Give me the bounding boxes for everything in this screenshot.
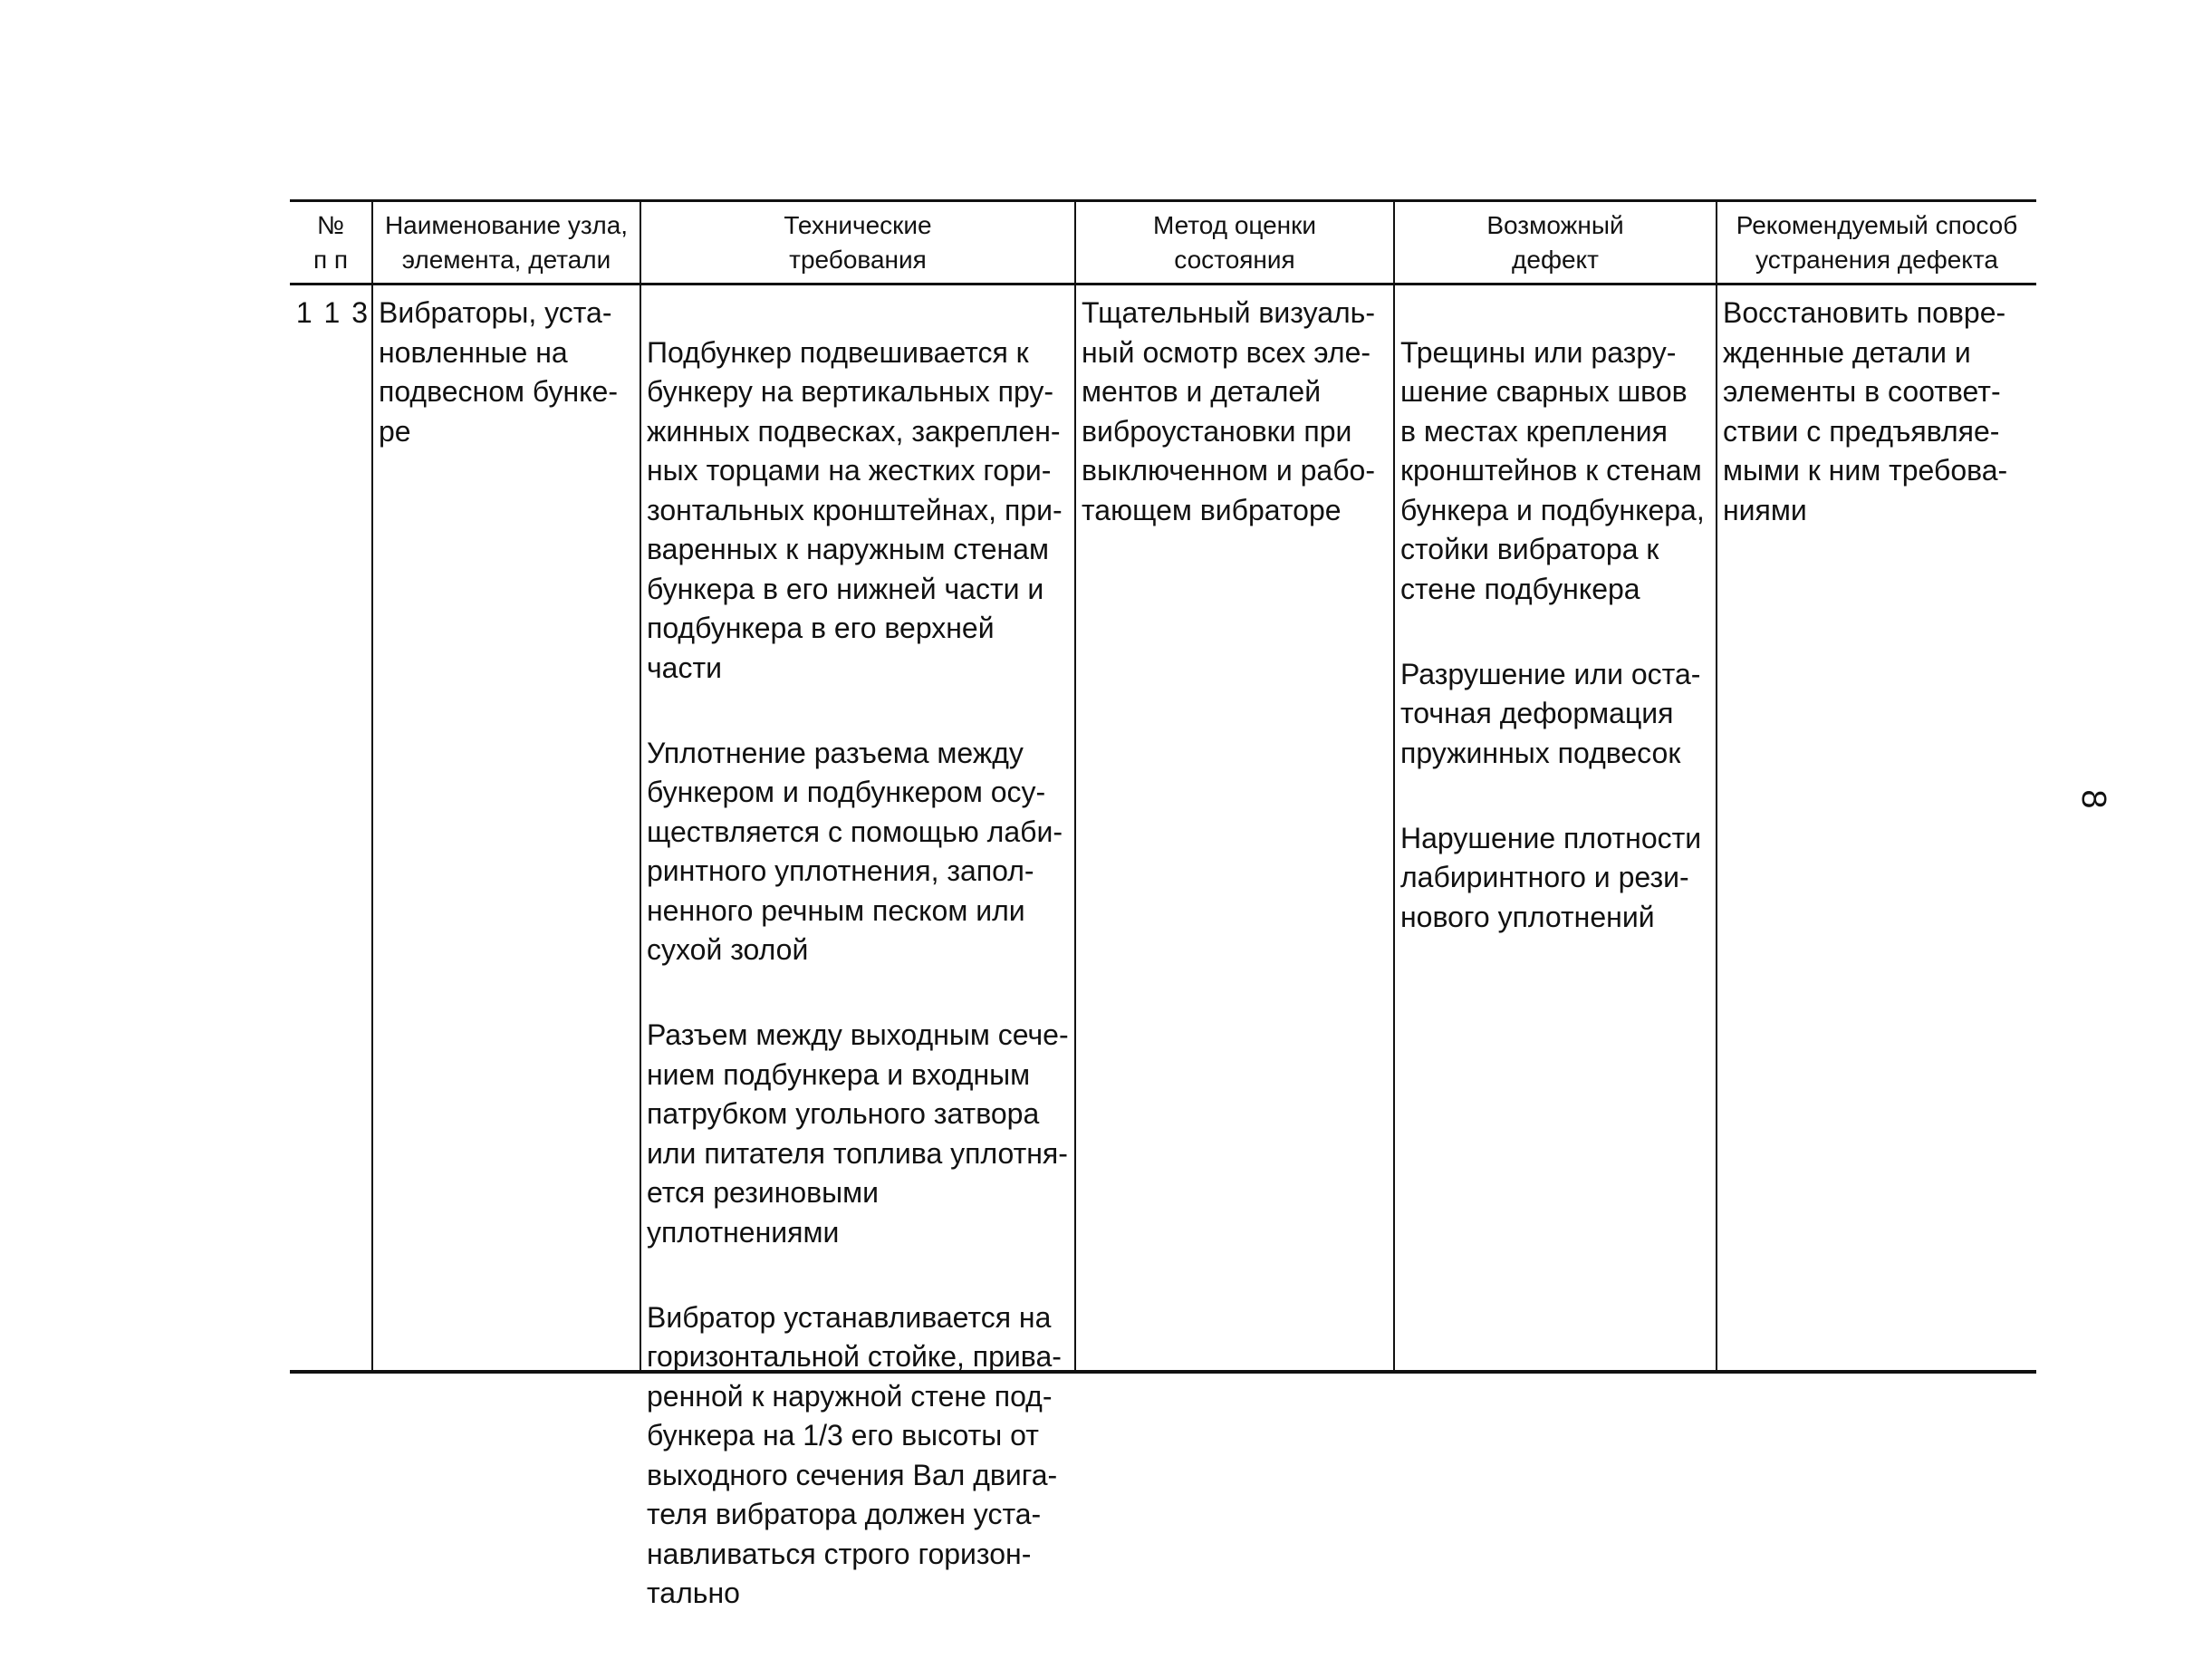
- table-bottom-rule: [290, 1370, 2036, 1374]
- requirement-paragraph: Вибратор устанавливается на горизонтальной стойке, прива- ренной к наружной стене под- бункера на 1/3 его высоты от выходного сечения Вал двига- теля вибратора должен уста- навливаться строго горизон- тально: [647, 1300, 1062, 1609]
- row-requirements: [647, 294, 1072, 1659]
- column-divider: [1393, 199, 1395, 1372]
- row-name: Вибраторы, уста- новленные на подвесном бунке- ре: [379, 296, 618, 448]
- header-remedy: Рекомендуемый способ устранения дефекта: [1736, 211, 2018, 274]
- defect-paragraph: Трещины или разру- шение сварных швов в местах крепления кронштейнов к стенам бункера и подбункера, стойки вибратора к стене подбункера: [1400, 335, 1705, 605]
- table-top-rule: [290, 199, 2036, 202]
- column-divider: [371, 199, 373, 1372]
- requirement-paragraph: Разъем между выходным сече- нием подбункера и входным патрубком угольного затвора или питателя топлива уплотня- ется резиновыми уплотнениями: [647, 1018, 1069, 1249]
- header-name: Наименование узла, элемента, детали: [384, 211, 629, 274]
- column-divider: [640, 199, 641, 1372]
- header-number: № п п: [313, 211, 349, 274]
- row-remedy: Восстановить повре- жденные детали и элементы в соответ- ствии с предъявляе- мыми к ним требова- ниями: [1723, 296, 2008, 526]
- defect-paragraph: Нарушение плотности лабиринтного и рези- нового уплотнений: [1400, 821, 1702, 933]
- defect-paragraph: Разрушение или оста- точная деформация пружинных подвесок: [1400, 657, 1701, 769]
- row-number: 1 1 3: [295, 296, 370, 329]
- header-requirements: Технические требования: [784, 211, 932, 274]
- header-defect: Возможный дефект: [1486, 211, 1624, 274]
- requirement-paragraph: Подбункер подвешивается к бункеру на вертикальных пру- жинных подвесках, закреплен- ных торцами на жестких гори- зонтальных кронштейнах, при- варенных к наружным стенам бункера в его нижней части и подбункера в его верхней части: [647, 335, 1063, 684]
- page-number: 8: [2074, 789, 2112, 809]
- requirement-paragraph: Уплотнение разъема между бункером и подбункером осу- ществляется с помощью лаби- ринтного уплотнения, запол- ненного речным песком или сухой золой: [647, 736, 1063, 966]
- header-method: Метод оценки состояния: [1152, 211, 1317, 274]
- row-method: Тщательный визуаль- ный осмотр всех эле- ментов и деталей виброустановки при выключенном и рабо- тающем вибраторе: [1082, 296, 1375, 526]
- header-bottom-rule: [290, 283, 2036, 285]
- row-defects: [1400, 294, 1714, 983]
- defects-table: [290, 199, 2036, 1609]
- column-divider: [1074, 199, 1076, 1372]
- column-divider: [1716, 199, 1717, 1372]
